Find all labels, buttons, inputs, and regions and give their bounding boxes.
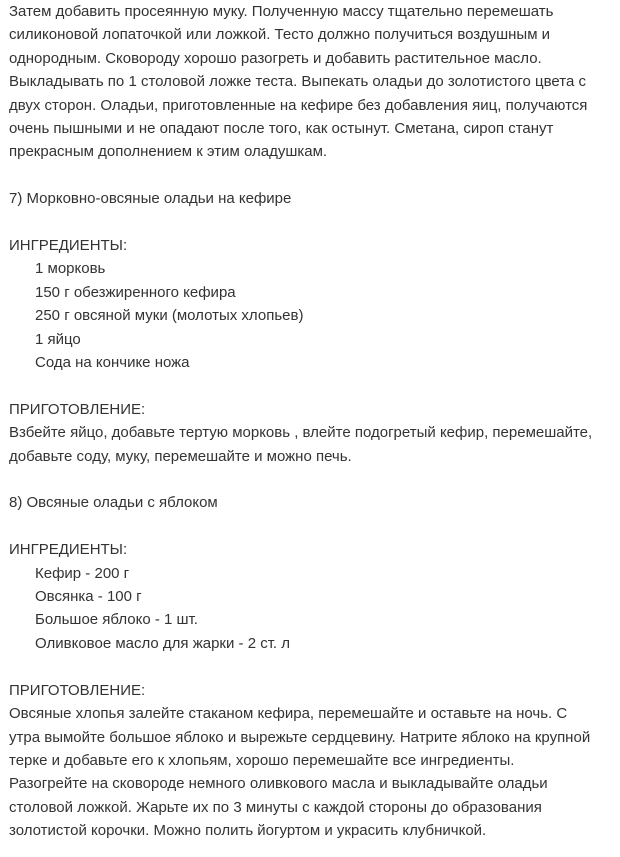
recipe-8-title: 8) Овсяные оладьи с яблоком <box>9 494 218 512</box>
intro-paragraph <box>9 0 614 164</box>
spacer <box>9 374 614 397</box>
list-item: Большое яблоко - 1 шт. <box>35 611 198 629</box>
recipe-8-preparation-text <box>9 702 614 842</box>
text-line: добавьте соду, муку, перемешайте и можно печь. <box>9 447 352 465</box>
recipe-8-ingredients-list <box>9 562 614 656</box>
text-line: двух сторон. Оладьи, приготовленные на кефире без добавления яиц, получаются <box>9 96 588 114</box>
text-line: золотистой корочки. Можно полить йогуртом и украсить клубничкой. <box>9 822 487 840</box>
text-line: столовой ложкой. Жарьте их по 3 минуты с каждой стороны до образования <box>9 798 542 816</box>
text-line: прекрасным дополнением к этим оладушкам. <box>9 143 328 161</box>
text-line: утра вымойте большое яблоко и вырежьте сердцевину. Натрите яблоко на крупной <box>9 728 591 746</box>
spacer <box>9 468 614 491</box>
list-item: 150 г обезжиренного кефира <box>35 283 236 301</box>
text-line: однородным. Сковороду хорошо разогреть и добавить растительное масло. <box>9 49 542 67</box>
recipe-7-ingredients-list <box>9 257 614 374</box>
text-line: силиконовой лопаточкой или ложкой. Тесто должно получиться воздушным и <box>9 26 551 44</box>
recipe-7-preparation-heading: ПРИГОТОВЛЕНИЕ: <box>9 400 146 418</box>
recipe-7-title: 7) Морковно-овсяные оладьи на кефире <box>9 190 292 208</box>
text-line: Овсяные хлопья залейте стаканом кефира, перемешайте и оставьте на ночь. С <box>9 705 568 723</box>
list-item: Оливковое масло для жарки - 2 ст. л <box>35 634 290 652</box>
text-line: Разогрейте на сковороде немного оливкового масла и выкладывайте оладьи <box>9 775 548 793</box>
text-line: очень пышными и не опадают после того, как остынут. Сметана, сироп станут <box>9 120 554 138</box>
text-line: Затем добавить просеянную муку. Полученную массу тщательно перемешать <box>9 3 554 20</box>
recipe-8-ingredients-heading: ИНГРЕДИЕНТЫ: <box>9 541 128 559</box>
list-item: Овсянка - 100 г <box>35 588 142 606</box>
recipe-8-preparation-heading: ПРИГОТОВЛЕНИЕ: <box>9 681 146 699</box>
list-item: 1 яйцо <box>35 330 81 348</box>
spacer <box>9 655 614 678</box>
list-item: Кефир - 200 г <box>35 564 130 582</box>
recipe-7-preparation-text <box>9 421 614 468</box>
spacer <box>9 211 614 234</box>
text-line: Выкладывать по 1 столовой ложке теста. Выпекать оладьи до золотистого цвета с <box>9 73 586 91</box>
spacer <box>9 515 614 538</box>
text-line: Взбейте яйцо, добавьте тертую морковь , влейте подогретый кефир, перемешайте, <box>9 424 593 442</box>
recipe-7-ingredients-heading: ИНГРЕДИЕНТЫ: <box>9 237 128 255</box>
list-item: 1 морковь <box>35 260 106 278</box>
text-line: терке и добавьте его к хлопьям, хорошо перемешайте все ингредиенты. <box>9 751 515 769</box>
list-item: 250 г овсяной муки (молотых хлопьев) <box>35 307 304 325</box>
spacer <box>9 164 614 187</box>
list-item: Сода на кончике ножа <box>35 354 190 372</box>
